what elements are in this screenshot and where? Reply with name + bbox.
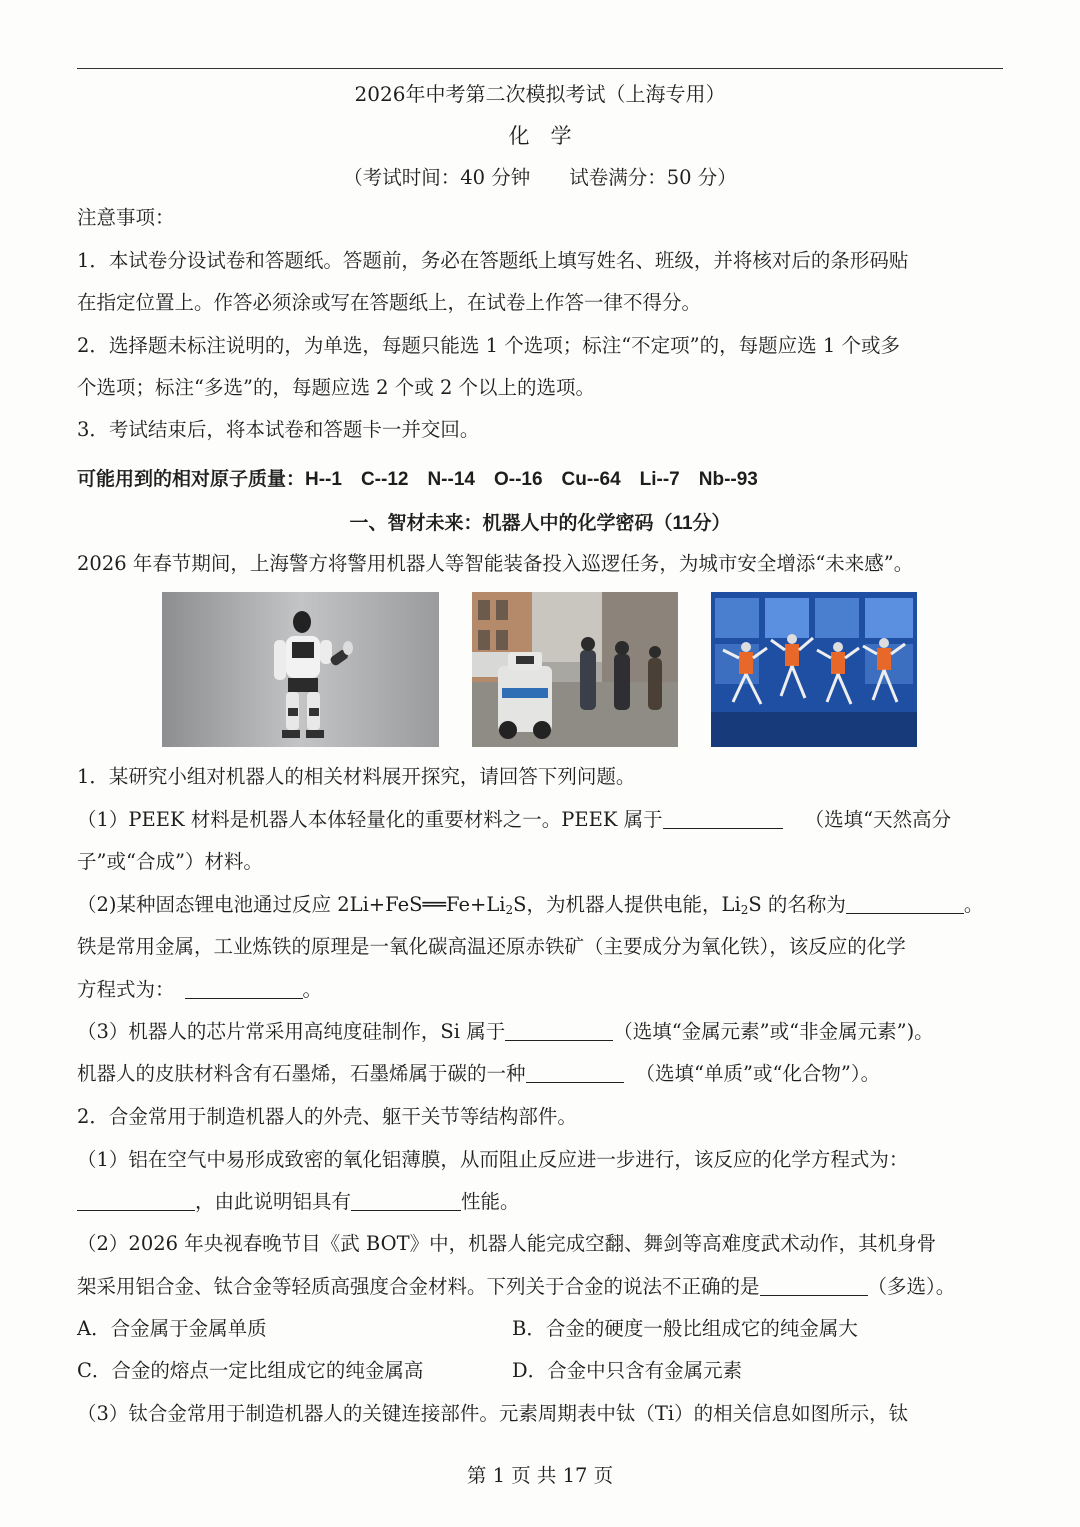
q1-part3-line2 — [77, 1060, 1007, 1088]
note-2-line-2: 个选项；标注“多选”的，每题应选 2 个或 2 个以上的选项。 — [77, 376, 596, 399]
q1-p1-hint: （选填“天然高分 — [804, 808, 952, 831]
q1-p2-text-a: （2)某种固态锂电池通过反应 2Li+FeS══Fe+Li — [77, 893, 506, 916]
answer-blank[interactable] — [351, 1190, 461, 1211]
q2-p3-text: （3）钛合金常用于制造机器人的关键连接部件。元素周期表中钛（Ti）的相关信息如图所示，钛 — [77, 1402, 909, 1425]
q1-part1-line1 — [77, 806, 1007, 834]
q1-p2-text-c: S 的名称为 — [748, 893, 846, 916]
answer-blank[interactable] — [77, 1190, 195, 1211]
option-d[interactable]: D．合金中只含有金属元素 — [512, 1359, 743, 1382]
section-1-title: 一、智材未来：机器人中的化学密码（11分） — [349, 513, 731, 534]
answer-blank[interactable] — [760, 1275, 868, 1296]
q2-p1-text2: ，由此说明铝具有 — [195, 1190, 352, 1213]
header-rule — [77, 68, 1003, 69]
q2-p1-text: （1）铝在空气中易形成致密的氧化铝薄膜，从而阻止反应进一步进行，该反应的化学方程式为： — [77, 1148, 909, 1171]
q1-part3-line1 — [77, 1018, 1007, 1046]
q1-p2-iron: 铁是常用金属，工业炼铁的原理是一氧化碳高温还原赤铁矿（主要成分为氧化铁），该反应的化学 — [77, 935, 906, 958]
q1-p1-hint-cont: 子”或“合成”）材料。 — [77, 850, 263, 873]
notes-heading: 注意事项： — [77, 206, 175, 229]
q1-p2-text-b: S，为机器人提供电能，Li — [513, 893, 741, 916]
option-b[interactable]: B．合金的硬度一般比组成它的纯金属大 — [512, 1317, 858, 1340]
q1-p3-text: （3）机器人的芯片常采用高纯度硅制作，Si 属于 — [77, 1020, 506, 1043]
q1-stem: 1．某研究小组对机器人的相关材料展开探究，请回答下列问题。 — [77, 765, 636, 788]
note-1-line-2: 在指定位置上。作答必须涂或写在答题纸上，在试卷上作答一律不得分。 — [77, 291, 702, 314]
patrol-robot-photo — [472, 592, 678, 747]
page-footer: 第 1 页 共 17 页 — [466, 1464, 614, 1487]
q1-p3-hint: （选填“金属元素”或“非金属元素”)。 — [613, 1020, 934, 1043]
q1-p3-hint2: （选填“单质”或“化合物”）。 — [635, 1062, 881, 1085]
q1-part2-line1 — [77, 891, 1007, 919]
q2-p2-text2: 架采用铝合金、钛合金等轻质高强度合金材料。下列关于合金的说法不正确的是 — [77, 1275, 760, 1298]
q2-p1-text3: 性能。 — [461, 1190, 520, 1213]
humanoid-robot-photo — [162, 592, 439, 747]
subscript: 2 — [740, 903, 749, 917]
answer-blank[interactable] — [663, 808, 783, 829]
answer-blank[interactable] — [185, 978, 303, 999]
q2-part2-line2 — [77, 1273, 1007, 1301]
exam-info: （考试时间：40 分钟 试卷满分：50 分） — [343, 166, 737, 189]
q1-p2-period: 。 — [963, 893, 984, 916]
note-3: 3．考试结束后，将本试卷和答题卡一并交回。 — [77, 418, 480, 441]
q2-stem: 2．合金常用于制造机器人的外壳、躯干关节等结构部件。 — [77, 1105, 577, 1128]
option-a[interactable]: A．合金属于金属单质 — [77, 1317, 267, 1340]
subscript: 2 — [505, 903, 514, 917]
martial-arts-robots-photo — [711, 592, 917, 747]
answer-blank[interactable] — [505, 1020, 613, 1041]
note-2-line-1: 2．选择题未标注说明的，为单选，每题只能选 1 个选项；标注“不定项”的，每题应选 1 个或多 — [77, 334, 900, 357]
atomic-masses: 可能用到的相对原子质量：H--1 C--12 N--14 O--16 Cu--64 Li--7 Nb--93 — [77, 469, 758, 490]
section-1-intro: 2026 年春节期间，上海警方将警用机器人等智能装备投入巡逻任务，为城市安全增添“未来感”。 — [77, 552, 914, 575]
q1-p3-text2: 机器人的皮肤材料含有石墨烯，石墨烯属于碳的一种 — [77, 1062, 526, 1085]
q1-p1-text: （1）PEEK 材料是机器人本体轻量化的重要材料之一。PEEK 属于 — [77, 808, 663, 831]
q1-p2-period: 。 — [302, 978, 323, 1001]
answer-blank[interactable] — [526, 1062, 624, 1083]
q2-p2-text: （2）2026 年央视春晚节目《武 BOT》中，机器人能完成空翻、舞剑等高难度武术动作，其机身骨 — [77, 1232, 937, 1255]
exam-title: 2026年中考第二次模拟考试（上海专用） — [354, 82, 726, 106]
answer-blank[interactable] — [846, 893, 964, 914]
subject-title: 化 学 — [508, 124, 572, 148]
q2-part1-line2 — [77, 1188, 1007, 1216]
note-1-line-1: 1．本试卷分设试卷和答题纸。答题前，务必在答题纸上填写姓名、班级，并将核对后的条形码贴 — [77, 249, 909, 272]
q1-part2-line3 — [77, 976, 1007, 1004]
q2-p2-multi: （多选）。 — [867, 1275, 956, 1298]
q1-p2-equation-label: 方程式为： — [77, 978, 175, 1001]
option-c[interactable]: C．合金的熔点一定比组成它的纯金属高 — [77, 1359, 424, 1382]
